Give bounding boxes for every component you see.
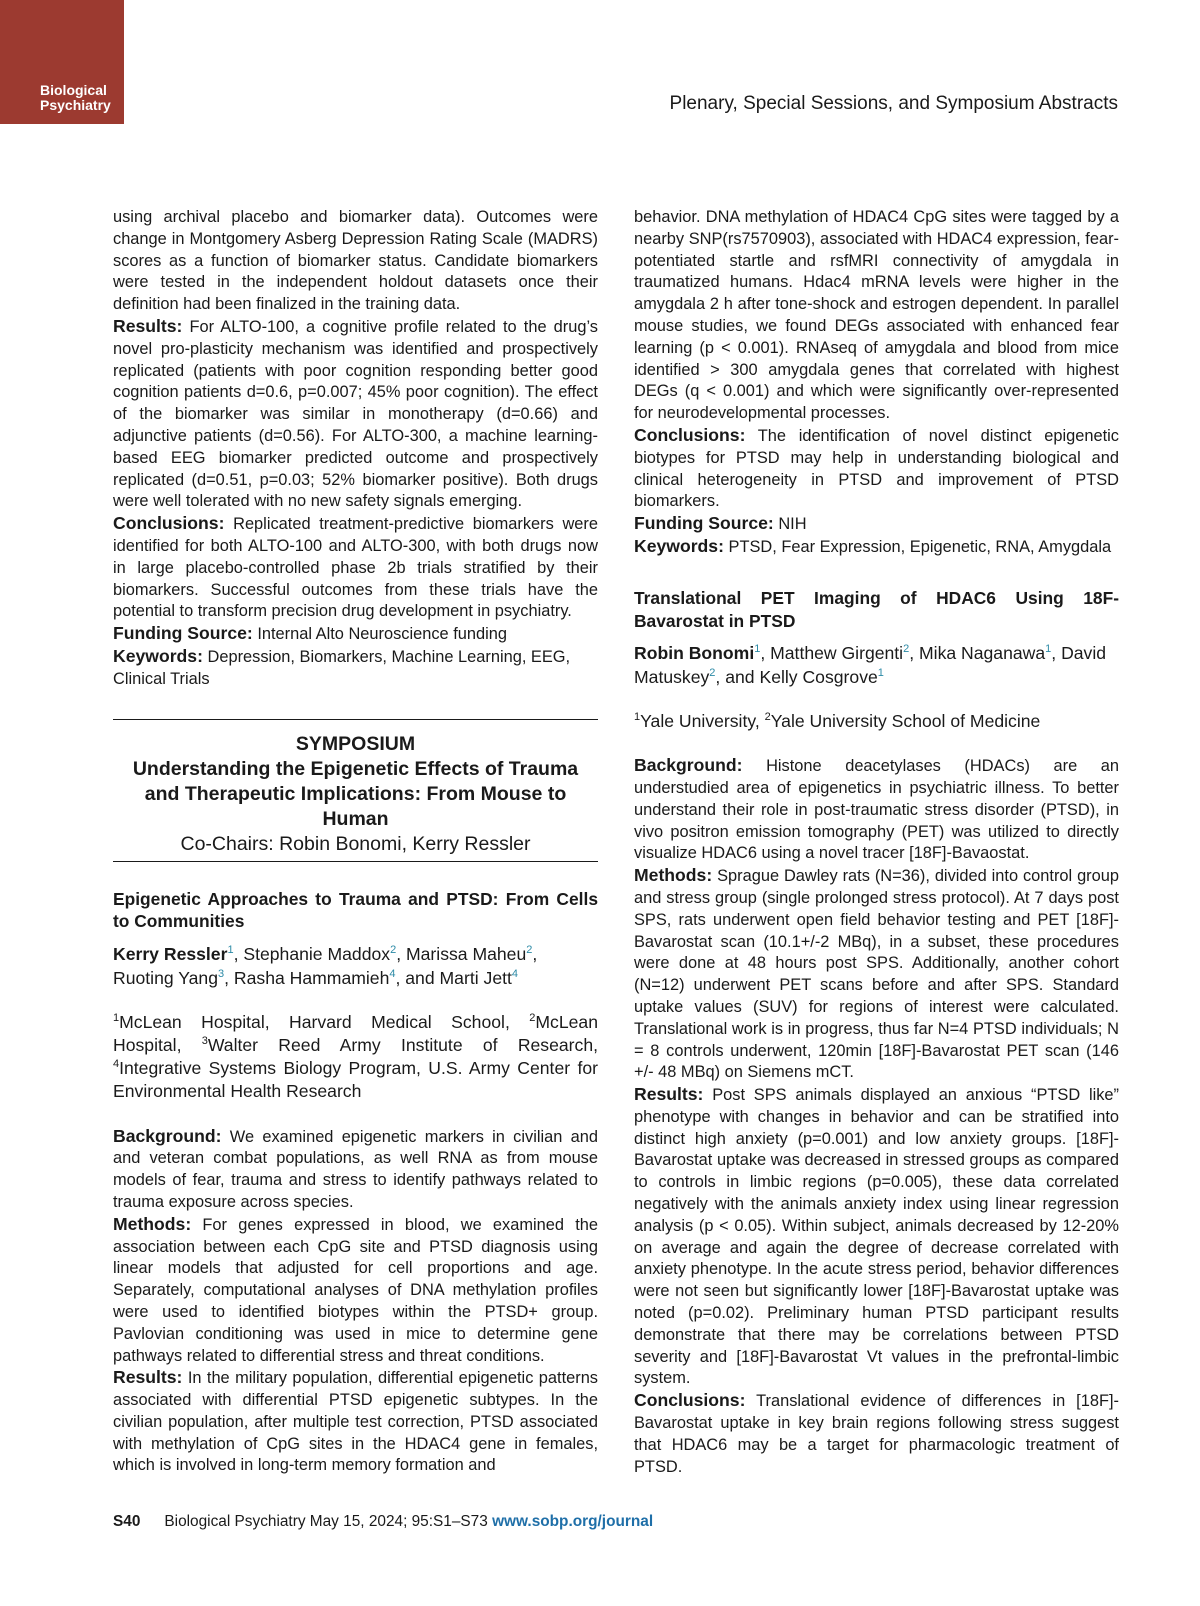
author-name: Ruoting Yang [113, 967, 218, 988]
affiliation: Yale University, [640, 710, 760, 731]
left-column [113, 207, 598, 1477]
background-para [634, 755, 1119, 865]
section-title: Plenary, Special Sessions, and Symposium Abstracts [669, 93, 1118, 114]
author-name: Marissa Maheu [405, 944, 527, 965]
symposium-title: Understanding the Epigenetic Effects of Trauma and Therapeutic Implications: From Mouse to Human [132, 757, 579, 830]
right-conclusions-para [634, 425, 1119, 513]
keywords-text: PTSD, Fear Expression, Epigenetic, RNA, Amygdala [728, 537, 1112, 556]
affil-sup: 4 [113, 1058, 120, 1071]
right-keywords-para [634, 536, 1119, 559]
author-affil-sup: 4 [511, 968, 518, 981]
results-text: In the military population, differential epigenetic patterns associated with differential PTSD epigenetic subtypes. In the civilian population, after multiple test correction, PTSD associated with methylation of CpG sites in the HDAC4 gene in females, which is involved in long-term memory formation and [113, 1369, 599, 1475]
affiliations [634, 710, 1119, 733]
journal-citation: Biological Psychiatry May 15, 2024; 95:S1–S73 [164, 1513, 488, 1530]
conclusions-text: The identification of novel distinct epigenetic biotypes for PTSD may help in understanding biological and clinical heterogeneity in PTSD and improvement of PTSD biomarkers. [634, 426, 1119, 511]
author-affil-sup: 4 [389, 968, 396, 981]
abstract-title: Translational PET Imaging of HDAC6 Using 18F-Bavarostat in PTSD [634, 587, 1119, 631]
left-keywords-para [113, 646, 598, 691]
affiliations [113, 1011, 598, 1104]
author-affil-sup: 1 [1045, 643, 1052, 656]
conclusions-label: Conclusions: [634, 1390, 746, 1411]
author-list: Kerry Ressler$^1$, Stephanie Maddox$^2$, Marissa Maheu$^2$, Ruoting Yang$^3$, Rasha Hammamieh$^4$, and Marti Jett$^4$ [113, 944, 538, 988]
left-conclusions-para [113, 513, 598, 623]
affiliation: Walter Reed Army Institute of Research, [207, 1034, 598, 1055]
affil-sup: 1 [634, 711, 641, 724]
affil-sup: 2 [529, 1011, 536, 1024]
abstract-title: Epigenetic Approaches to Trauma and PTSD: From Cells to Communities [113, 888, 598, 932]
author-affil-sup: 2 [709, 667, 716, 680]
journal-brand-logo [40, 83, 111, 113]
symposium-bottom-rule [113, 861, 598, 862]
results-text: Post SPS animals displayed an anxious “PTSD like” phenotype with changes in behavior and can be stratified into distinct high anxiety (p=0.001) and low anxiety groups. [18F]-Bavarostat uptake was decreased in stressed groups as compared to controls in limbic regions (p=0.005), these data correlated negatively with the animals anxiety index using linear regression analysis (p < 0.05). Within subject, animals decreased by 12-20% on average and again the degree of decrease correlated with anxiety phenotype. In the acute stress period, behavior differences were not seen but significantly lower [18F]-Bavarostat uptake was noted (p=0.02). Preliminary human PTSD participant results demonstrate that there may be correlations between PTSD severity and [18F]-Bavarostat Vt values in the prefrontal-limbic system. [634, 1086, 1119, 1388]
symposium-chairs: Co-Chairs: Robin Bonomi, Kerry Ressler [180, 832, 531, 855]
funding-label: Funding Source: [113, 623, 253, 644]
results-label: Results: [113, 1367, 183, 1388]
results-label: Results: [634, 1084, 704, 1105]
background-label: Background: [113, 1125, 222, 1146]
author-name: Marti Jett [439, 967, 512, 988]
results-label: Results: [113, 315, 183, 336]
affil-sup: 2 [764, 711, 771, 724]
background-text: We examined epigenetic markers in civilian and and veteran combat populations, as well RNA as from mouse models of fear, trauma and stress to identify pathways related to trauma exposure across species. [113, 1127, 598, 1211]
methods-label: Methods: [634, 865, 713, 886]
keywords-text: Depression, Biomarkers, Machine Learning, EEG, Clinical Trials [113, 647, 571, 688]
affil-sup: 3 [201, 1035, 208, 1048]
author-name: Mika Naganawa [919, 643, 1046, 664]
author-affil-sup: 1 [877, 667, 884, 680]
brand-line-2: Psychiatry [40, 97, 111, 113]
author-list: Robin Bonomi$^1$, Matthew Girgenti$^2$, Mika Naganawa$^1$, David Matuskey$^2$, and Kelly Cosgrove$^1$ [634, 643, 1107, 688]
conclusions-text: Replicated treatment-predictive biomarkers were identified for both ALTO-100 and ALTO-300, with both drugs now in large placebo-controlled phase 2b trials stratified by their biomarkers. Successful outcomes from these trials have the potential to transform precision drug development in psychiatry. [113, 515, 598, 621]
author-affil-sup: 3 [218, 968, 225, 981]
left-funding-para [113, 623, 598, 646]
right-funding-para [634, 513, 1119, 536]
brand-line-1: Biological [40, 82, 107, 98]
funding-text: Internal Alto Neuroscience funding [257, 625, 507, 644]
author-affil-sup: 1 [754, 643, 761, 656]
background-para [113, 1126, 598, 1214]
affiliation: Integrative Systems Biology Program, U.S. Army Center for Environmental Health Research [113, 1058, 598, 1102]
author-name: David Matuskey [634, 643, 1107, 688]
page-footer [113, 1513, 653, 1531]
right-column [634, 207, 1119, 1478]
symposium-header [113, 732, 598, 857]
background-label: Background: [634, 755, 743, 776]
methods-label: Methods: [113, 1213, 192, 1234]
keywords-label: Keywords: [113, 645, 203, 666]
author-name: Kerry Ressler [113, 944, 228, 965]
results-para [113, 1367, 598, 1477]
author-name: Robin Bonomi [634, 643, 755, 664]
author-affil-sup: 1 [227, 944, 234, 957]
right-continued-text: behavior. DNA methylation of HDAC4 CpG sites were tagged by a nearby SNP(rs7570903), associated with HDAC4 expression, fear-potentiated startle and rsfMRI connectivity of amygdala in traumatized humans. Hdac4 mRNA levels were higher in the amygdala 2 h after tone-shock and estrogen dependent. In parallel mouse studies, we found DEGs associated with enhanced fear learning (p < 0.001). RNAseq of amygdala and blood from mice identified > 300 amygdala genes that correlated with highest DEGs (q < 0.001) and which were significantly over-represented for neurodevelopmental processes. [634, 208, 1119, 423]
left-continued-text: using archival placebo and biomarker data). Outcomes were change in Montgomery Asberg Depression Rating Scale (MADRS) scores as a function of biomarker status. Candidate biomarkers were tested in the independent holdout datasets once their definition had been finalized in the training data. [113, 208, 598, 314]
methods-text: For genes expressed in blood, we examined the association between each CpG site and PTSD diagnosis using linear models that adjusted for cell proportions and age. Separately, computational analyses of DNA methylation profiles were used to identified biotypes within the PTSD+ group. Pavlovian conditioning was used in mice to determine gene pathways related to differential stress and threat conditions. [113, 1215, 598, 1365]
funding-text: NIH [778, 515, 807, 534]
methods-para [634, 865, 1119, 1084]
page-number: S40 [113, 1513, 141, 1530]
author-affil-sup: 2 [526, 944, 533, 957]
author-name: Stephanie Maddox [243, 944, 391, 965]
author-name: Matthew Girgenti [770, 643, 904, 664]
methods-para [113, 1214, 598, 1368]
methods-text: Sprague Dawley rats (N=36), divided into control group and stress group (single prolonged stress protocol). At 7 days post SPS, rats underwent open field behavior testing and PET [18F]-Bavarostat scan (10.1+/-2 MBq), in a subset, these procedures were done at 48 hours post SPS. Additionally, another cohort (N=12) underwent PET scans before and after SPS. Standard uptake values (SUV) for regions of interest were calculated. Translational work is in progress, thus far N=4 PTSD individuals; N = 8 controls underwent, 120min [18F]-Bavarostat PET scan (146 +/- 48 MBq) on Siemens mCT. [634, 867, 1119, 1082]
author-affil-sup: 2 [390, 944, 397, 957]
funding-label: Funding Source: [634, 513, 774, 534]
conclusions-para [634, 1390, 1119, 1478]
keywords-label: Keywords: [634, 535, 724, 556]
affiliation: McLean Hospital, [113, 1011, 598, 1055]
journal-url-link[interactable]: www.sobp.org/journal [492, 1513, 654, 1530]
author-name: Kelly Cosgrove [759, 667, 878, 688]
results-text: For ALTO-100, a cognitive profile related to the drug’s novel pro-plasticity mechanism was identified and prospectively replicated (patients with poor cognition responding better good cognition patients d=0.6, p=0.007; 45% poor cognition). The effect of the biomarker was similar in monotherapy (d=0.66) and adjunctive patients (d=0.56). For ALTO-300, a machine learning-based EEG biomarker predicted outcome and prospectively replicated (d=0.51, p=0.03; 52% biomarker positive). Both drugs were well tolerated with no new safety signals emerging. [113, 317, 598, 511]
conclusions-label: Conclusions: [634, 424, 746, 445]
background-text: Histone deacetylases (HDACs) are an understudied area of epigenetics in psychiatric illness. To better understand their role in post-traumatic stress disorder (PTSD), in vivo positron emission tomography (PET) was utilized to directly visualize HDAC6 using a novel tracer [18F]-Bavaostat. [634, 757, 1120, 863]
results-para [634, 1084, 1119, 1390]
affiliation: McLean Hospital, Harvard Medical School, [119, 1011, 510, 1032]
symposium-heading: SYMPOSIUM [295, 732, 416, 755]
left-results-para [113, 316, 598, 513]
affiliation: Yale University School of Medicine [770, 710, 1041, 731]
conclusions-text: Translational evidence of differences in [18F]-Bavarostat uptake in key brain regions following stress suggest that HDAC6 may be a target for pharmacologic treatment of PTSD. [634, 1392, 1119, 1476]
symposium-top-rule [113, 719, 598, 720]
author-affil-sup: 2 [903, 643, 910, 656]
affil-sup: 1 [113, 1011, 120, 1024]
author-name: Rasha Hammamieh [233, 967, 390, 988]
conclusions-label: Conclusions: [113, 513, 225, 534]
